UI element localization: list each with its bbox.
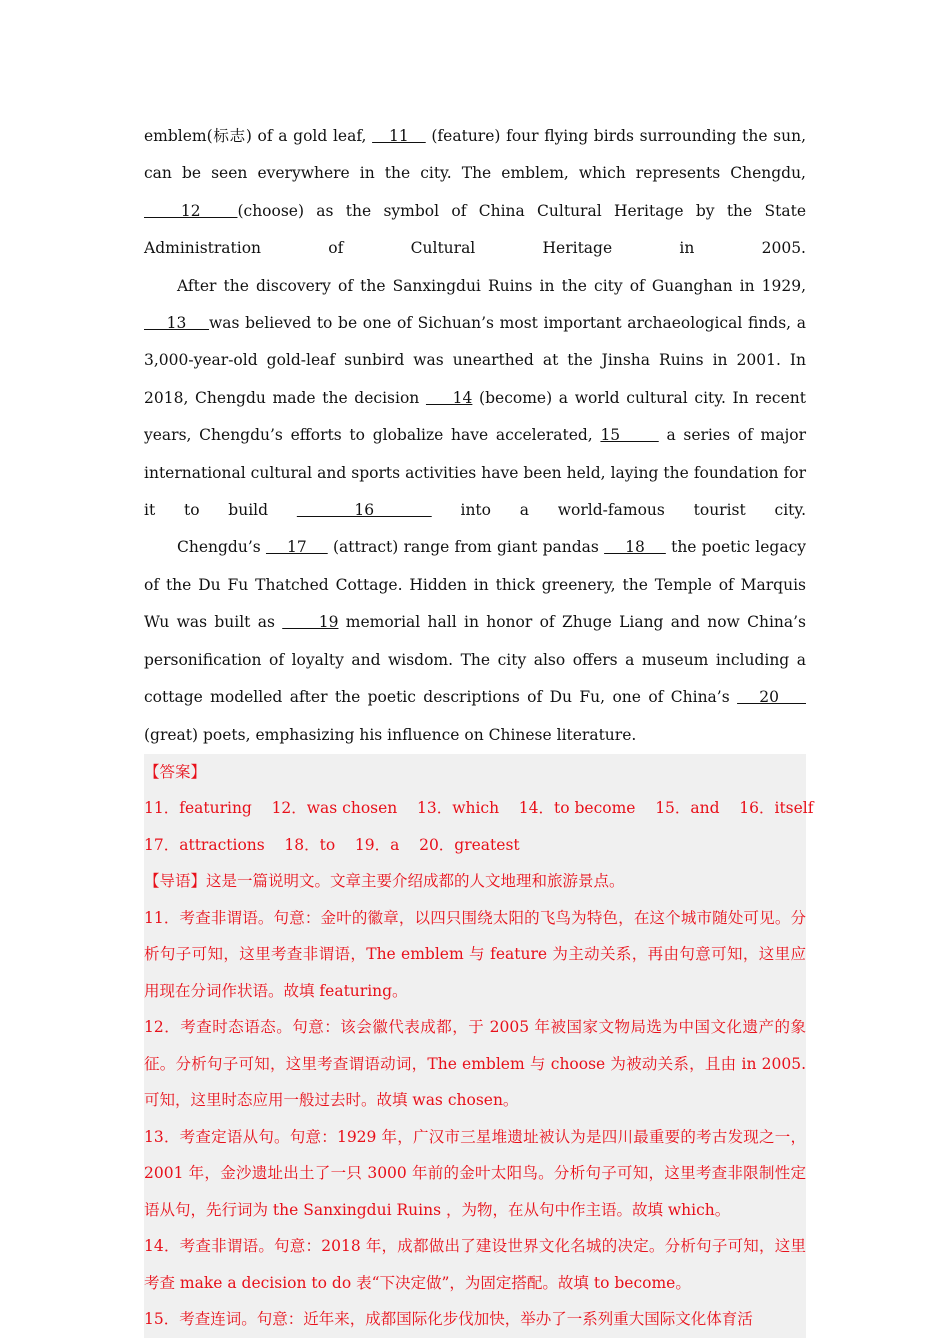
blank-20: 20 <box>737 688 806 707</box>
passage-paragraph-1: emblem(标志) of a gold leaf, 11 (feature) four flying birds surrounding the sun, can be seen everywhere in the city. The emblem, which represents Chengdu, 12 (choose) as the symbol of China Cultural Heritage by the State Administration of Cultural Heritage in 2005. <box>144 127 806 258</box>
blank-19: 19 <box>282 613 339 632</box>
passage-paragraph-2: After the discovery of the Sanxingdui Ruins in the city of Guanghan in 1929, 13 was believed to be one of Sichuan’s most important archaeological finds, a 3,000-year-old gold-leaf sunbird was unearthed at the Jinsha Ruins in 2001. In 2018, Chengdu made the decision 14 (become) a world cultural city. In recent years, Chengdu’s efforts to globalize have accelerated, 15 a series of major international cultural and sports activities have been held, laying the foundation for it to build 16 into a world-famous tourist city. <box>144 276 807 520</box>
answer-row-1: 11．featuring 12．was chosen 13．which 14．to become 15．and 16．itself <box>144 799 814 818</box>
blank-16: 16 <box>296 501 432 520</box>
answer-intro: 【导语】这是一篇说明文。文章主要介绍成都的人文地理和旅游景点。 <box>144 872 625 891</box>
answer-row-2: 17．attractions 18．to 19．a 20．greatest <box>144 835 520 854</box>
blank-15: 15 <box>600 426 659 445</box>
passage-paragraph-3: Chengdu’s 17 (attract) range from giant pandas 18 the poetic legacy of the Du Fu Thatched Cottage. Hidden in thick greenery, the Temple of Marquis Wu was built as 19 memorial hall in honor of Zhuge Liang and now China’s personification of loyalty and wisdom. The city also offers a museum including a cottage modelled after the poetic descriptions of Du Fu, one of China’s 20 (great) poets, emphasizing his influence on Chinese literature. <box>144 538 807 744</box>
blank-11: 11 <box>372 127 426 145</box>
explanation-14: 14．考查非谓语。句意：2018 年，成都做出了建设世界文化名城的决定。分析句子可知，这里考查 make a decision to do 表“下决定做”，为固定搭配。故填 to become。 <box>144 1237 806 1292</box>
explanation-13: 13．考查定语从句。句意：1929 年，广汉市三星堆遗址被认为是四川最重要的考古发现之一，2001 年，金沙遗址出土了一只 3000 年前的金叶太阳鸟。分析句子可知，这里考查非限制性定语从句，先行词为 the Sanxingdui Ruins ，为物，在从句中作主语。故填 which。 <box>144 1127 806 1219</box>
blank-14: 14 <box>425 388 473 407</box>
document-page <box>144 118 814 1338</box>
blank-17: 17 <box>265 538 328 557</box>
blank-12: 12 <box>144 201 238 220</box>
answer-section <box>144 754 814 1338</box>
explanation-12: 12．考查时态语态。句意：该会徽代表成都，于 2005 年被国家文物局选为中国文化遗产的象征。分析句子可知，这里考查谓语动词，The emblem 与 choose 为被动关系，且由 in 2005.可知，这里时态应用一般过去时。故填 was chosen。 <box>144 1018 806 1110</box>
answer-heading: 【答案】 <box>144 762 207 781</box>
explanation-15: 15．考查连词。句意：近年来，成都国际化步伐加快，举办了一系列重大国际文化体育活 <box>144 1310 753 1329</box>
explanation-11: 11．考查非谓语。句意：金叶的徽章，以四只围绕太阳的飞鸟为特色，在这个城市随处可见。分析句子可知，这里考查非谓语，The emblem 与 feature 为主动关系，再由句意可知，这里应用现在分词作状语。故填 featuring。 <box>144 908 806 1000</box>
blank-18: 18 <box>604 538 666 557</box>
blank-13: 13 <box>144 314 210 333</box>
